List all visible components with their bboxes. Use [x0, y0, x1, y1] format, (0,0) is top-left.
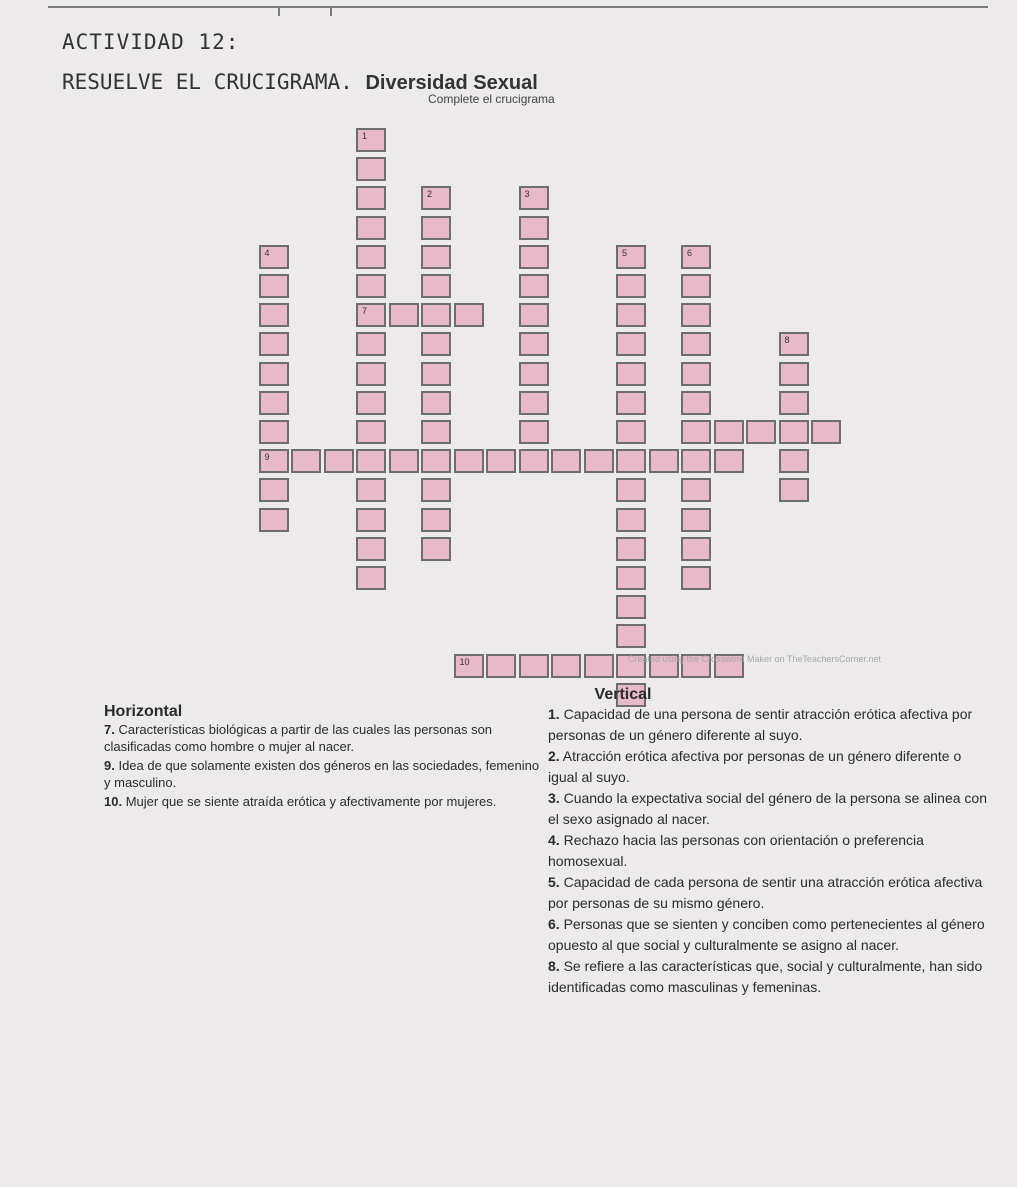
topic-title: Diversidad Sexual [365, 72, 538, 94]
crossword-cell[interactable] [616, 624, 646, 648]
crossword-cell[interactable] [356, 420, 386, 444]
crossword-cell[interactable] [389, 303, 419, 327]
crossword-cell[interactable] [454, 654, 484, 678]
crossword-cell[interactable] [356, 186, 386, 210]
activity-title: ACTIVIDAD 12: [62, 30, 240, 54]
crossword-cell[interactable] [356, 245, 386, 269]
crossword-cell[interactable] [681, 420, 711, 444]
crossword-cell[interactable] [616, 274, 646, 298]
crossword-cell[interactable] [584, 654, 614, 678]
crossword-cell[interactable] [616, 478, 646, 502]
crossword-cell[interactable] [356, 537, 386, 561]
crossword-cell[interactable] [681, 303, 711, 327]
crossword-cell[interactable] [356, 157, 386, 181]
crossword-subtitle: Complete el crucigrama [428, 92, 555, 106]
crossword-cell[interactable] [681, 332, 711, 356]
clue-number-label: 10. [104, 794, 123, 809]
crossword-cell[interactable] [616, 362, 646, 386]
crossword-cell[interactable] [519, 245, 549, 269]
crossword-cell[interactable] [519, 362, 549, 386]
clue-item [104, 757, 544, 791]
crossword-cell[interactable] [616, 391, 646, 415]
crossword-cell[interactable] [681, 449, 711, 473]
crossword-cell[interactable] [616, 508, 646, 532]
crossword-cell[interactable] [389, 449, 419, 473]
crossword-cell[interactable] [714, 449, 744, 473]
clue-number: 8 [784, 335, 790, 346]
crossword-cell[interactable] [421, 449, 451, 473]
crossword-cell[interactable] [259, 274, 289, 298]
clue-text: Capacidad de cada persona de sentir una atracción erótica afectiva por personas de su mismo género. [548, 874, 983, 911]
crossword-cell[interactable] [779, 449, 809, 473]
clue-item [548, 956, 988, 998]
clue-number-label: 9. [104, 758, 115, 773]
crossword-cell[interactable] [519, 654, 549, 678]
crossword-cell[interactable] [649, 449, 679, 473]
clue-text: Idea de que solamente existen dos géneros en las sociedades, femenino y masculino. [104, 758, 540, 790]
clue-item [548, 830, 988, 872]
clue-number: 7 [362, 306, 368, 317]
crossword-cell[interactable] [779, 420, 809, 444]
crossword-cell[interactable] [681, 245, 711, 269]
crossword-cell[interactable] [421, 478, 451, 502]
crossword-cell[interactable] [259, 391, 289, 415]
crossword-cell[interactable] [746, 420, 776, 444]
crossword-cell[interactable] [259, 478, 289, 502]
crossword-cell[interactable] [259, 362, 289, 386]
crossword-cell[interactable] [519, 449, 549, 473]
horizontal-clues [104, 703, 544, 812]
crossword-cell[interactable] [519, 186, 549, 210]
crossword-cell[interactable] [356, 566, 386, 590]
crossword-cell[interactable] [356, 128, 386, 152]
crossword-cell[interactable] [681, 391, 711, 415]
crossword-cell[interactable] [259, 332, 289, 356]
clue-item [548, 704, 988, 746]
crossword-cell[interactable] [616, 332, 646, 356]
crossword-credit: Created using the Crossword Maker on TheTeachersCorner.net [628, 654, 881, 664]
vertical-title: Vertical [594, 686, 652, 703]
crossword-cell[interactable] [616, 420, 646, 444]
crossword-cell[interactable] [356, 391, 386, 415]
clue-number: 3 [524, 189, 530, 200]
crossword-cell[interactable] [811, 420, 841, 444]
clue-text: Rechazo hacia las personas con orientación o preferencia homosexual. [548, 832, 924, 869]
crossword-cell[interactable] [259, 508, 289, 532]
crossword-cell[interactable] [421, 245, 451, 269]
crossword-cell[interactable] [779, 478, 809, 502]
clue-item [548, 914, 988, 956]
clue-number: 4 [264, 247, 270, 258]
crossword-cell[interactable] [421, 508, 451, 532]
clue-number: 2 [427, 189, 433, 200]
vertical-clues [548, 686, 988, 998]
crossword-cell[interactable] [681, 362, 711, 386]
crossword-cell[interactable] [421, 362, 451, 386]
crossword-cell[interactable] [681, 537, 711, 561]
crossword-cell[interactable] [616, 449, 646, 473]
crossword-cell[interactable] [616, 303, 646, 327]
clue-text: Capacidad de una persona de sentir atracción erótica afectiva por personas de un género diferente al suyo. [548, 706, 973, 743]
clue-number-label: 8. [548, 958, 560, 974]
crossword-cell[interactable] [291, 449, 321, 473]
crossword-cell[interactable] [356, 274, 386, 298]
clue-text: Se refiere a las características que, social y culturalmente, han sido identificadas como masculinas y femeninas. [548, 958, 983, 995]
crossword-cell[interactable] [551, 654, 581, 678]
clue-number: 9 [264, 452, 270, 463]
crossword-cell[interactable] [421, 420, 451, 444]
clue-text: Atracción erótica afectiva por personas de un género diferente o igual al suyo. [548, 748, 962, 785]
clue-item [548, 788, 988, 830]
crossword-cell[interactable] [486, 449, 516, 473]
clue-number: 1 [362, 131, 368, 141]
crossword-cell[interactable] [356, 478, 386, 502]
crossword-cell[interactable] [421, 391, 451, 415]
clue-number-label: 6. [548, 916, 560, 932]
crossword-cell[interactable] [519, 303, 549, 327]
crossword-cell[interactable] [519, 391, 549, 415]
crossword-cell[interactable] [779, 362, 809, 386]
crossword-cell[interactable] [616, 537, 646, 561]
clue-text: Características biológicas a partir de las cuales las personas son clasificadas como hombre o mujer al nacer. [104, 722, 493, 754]
instruction-text: RESUELVE EL CRUCIGRAMA. [62, 70, 353, 94]
clue-number-label: 2. [548, 748, 560, 764]
clue-item [104, 793, 544, 810]
crossword-cell[interactable] [681, 566, 711, 590]
crossword-cell[interactable] [259, 420, 289, 444]
clue-item [548, 746, 988, 788]
horizontal-title: Horizontal [104, 703, 183, 720]
crossword-cell[interactable] [519, 274, 549, 298]
crossword-cell[interactable] [259, 303, 289, 327]
clue-item [104, 721, 544, 755]
crossword-cell[interactable] [681, 274, 711, 298]
crossword-cell[interactable] [779, 332, 809, 356]
crossword-cell[interactable] [259, 449, 289, 473]
crossword-cell[interactable] [486, 654, 516, 678]
horizontal-clue-list [104, 721, 544, 810]
clue-number-label: 1. [548, 706, 560, 722]
crossword-cell[interactable] [421, 274, 451, 298]
clue-number: 5 [622, 247, 628, 258]
crossword-cell[interactable] [454, 303, 484, 327]
crossword-cell[interactable] [259, 245, 289, 269]
crossword-cell[interactable] [324, 449, 354, 473]
crossword-cell[interactable] [356, 332, 386, 356]
crossword-cell[interactable] [616, 566, 646, 590]
clue-text: Cuando la expectativa social del género de la persona se alinea con el sexo asignado al nacer. [548, 790, 987, 827]
clue-number-label: 3. [548, 790, 560, 806]
crossword-cell[interactable] [356, 362, 386, 386]
clue-number-label: 7. [104, 722, 115, 737]
crossword-cell[interactable] [616, 245, 646, 269]
crossword-cell[interactable] [681, 478, 711, 502]
crossword-cell[interactable] [779, 391, 809, 415]
clue-number-label: 4. [548, 832, 560, 848]
crossword-cell[interactable] [421, 332, 451, 356]
crossword-cell[interactable] [454, 449, 484, 473]
crossword-cell[interactable] [519, 216, 549, 240]
crossword-cell[interactable] [519, 332, 549, 356]
clue-number-label: 5. [548, 874, 560, 890]
clue-number: 6 [687, 247, 693, 258]
clue-number: 10 [459, 656, 470, 667]
vertical-clue-list [548, 704, 988, 998]
crossword-cell[interactable] [551, 449, 581, 473]
crossword-cell[interactable] [714, 420, 744, 444]
crossword-cell[interactable] [421, 216, 451, 240]
crossword-cell[interactable] [356, 216, 386, 240]
crossword-cell[interactable] [681, 508, 711, 532]
clue-item [548, 872, 988, 914]
crossword-cell[interactable] [421, 186, 451, 210]
crossword-cell[interactable] [519, 420, 549, 444]
crossword-cell[interactable] [421, 537, 451, 561]
crossword-cell[interactable] [356, 449, 386, 473]
crossword-cell[interactable] [356, 303, 386, 327]
crossword-cell[interactable] [356, 508, 386, 532]
clue-text: Mujer que se siente atraída erótica y afectivamente por mujeres. [122, 794, 497, 809]
clue-text: Personas que se sienten y conciben como pertenecientes al género opuesto al que social y culturalmente se asigno al nacer. [548, 916, 985, 953]
crossword-cell[interactable] [616, 595, 646, 619]
crossword-cell[interactable] [584, 449, 614, 473]
crossword-cell[interactable] [421, 303, 451, 327]
